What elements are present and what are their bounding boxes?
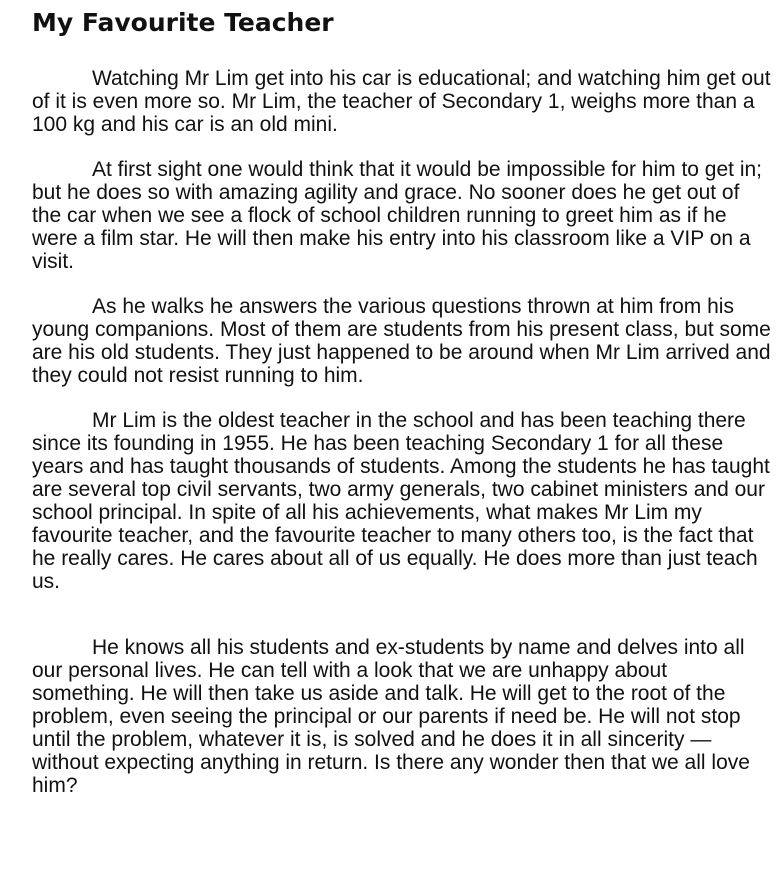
essay-body (32, 67, 772, 797)
paragraph-5: He knows all his students and ex-students by name and delves into all our personal lives. He can tell with a look that we are unhappy about something. He will then take us aside and talk. He will get to the root of the problem, even seeing the principal or our parents if need be. He will not stop until the problem, whatever it is, is solved and he does it in all sincerity — without expecting anything in return. Is there any wonder then that we all love him? (32, 636, 750, 797)
page-title: My Favourite Teacher (32, 8, 334, 37)
paragraph-2: At first sight one would think that it would be impossible for him to get in; but he does so with amazing agility and grace. No sooner does he get out of the car when we see a flock of school children running to greet him as if he were a film star. He will then make his entry into his classroom like a VIP on a visit. (32, 158, 763, 273)
essay-page (32, 6, 772, 819)
paragraph-4: Mr Lim is the oldest teacher in the school and has been teaching there since its founding in 1955. He has been teaching Secondary 1 for all these years and has taught thousands of students. Among the students he has taught are several top civil servants, two army generals, two cabinet ministers and our school principal. In spite of all his achievements, what makes Mr Lim my favourite teacher, and the favourite teacher to many others too, is the fact that he really cares. He cares about all of us equally. He does more than just teach us. (32, 409, 770, 593)
paragraph-3: As he walks he answers the various questions thrown at him from his young companions. Most of them are students from his present class, but some are his old students. They just happened to be around when Mr Lim arrived and they could not resist running to him. (32, 295, 771, 387)
paragraph-1: Watching Mr Lim get into his car is educational; and watching him get out of it is even more so. Mr Lim, the teacher of Secondary 1, weighs more than a 100 kg and his car is an old mini. (32, 67, 771, 136)
